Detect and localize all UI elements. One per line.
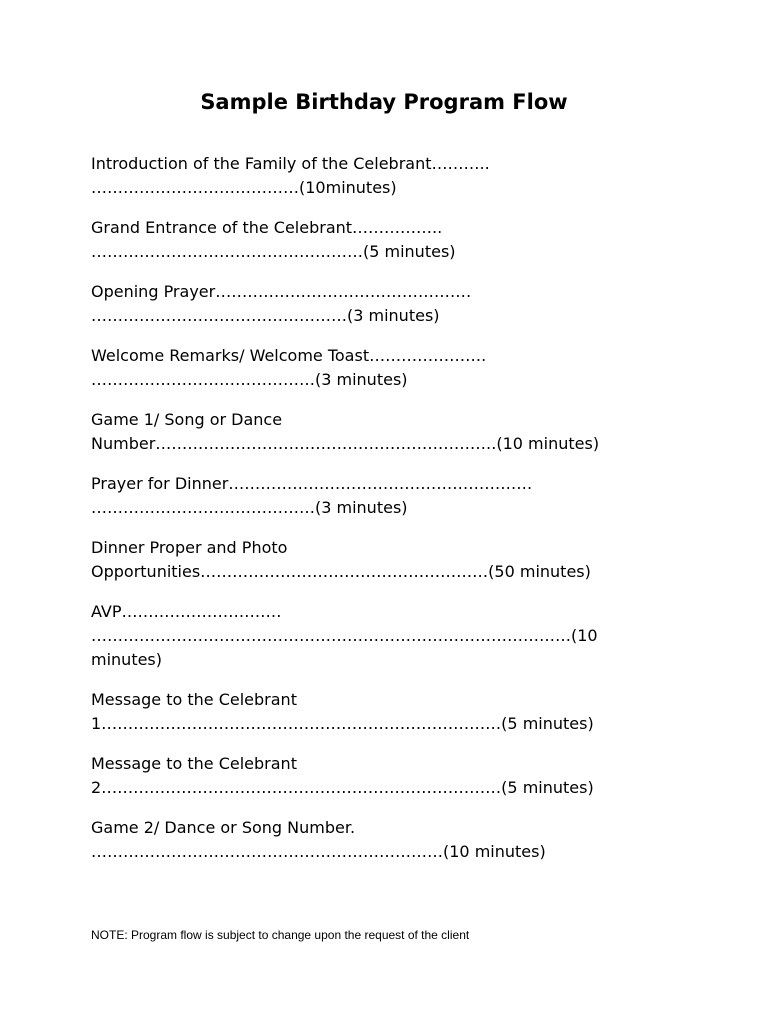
item-label: Opening Prayer………………………………………… (91, 282, 472, 301)
document-title: Sample Birthday Program Flow (200, 90, 568, 114)
item-label: Welcome Remarks/ Welcome Toast…………………. (91, 346, 487, 365)
program-item-dinner-and-photo (91, 536, 691, 584)
item-duration: …………………………………………(3 minutes) (91, 306, 440, 325)
program-item-avp (91, 600, 691, 672)
footer-note: NOTE: Program flow is subject to change upon the request of the client (91, 928, 470, 942)
item-duration: ……………………………………(3 minutes) (91, 498, 408, 517)
item-label: Grand Entrance of the Celebrant…………….. (91, 218, 443, 237)
program-item-family-introduction (91, 152, 691, 200)
program-item-message-2 (91, 752, 691, 800)
item-duration: 1…………………………………………………………………(5 minutes) (91, 714, 594, 733)
item-label: AVP………………………… (91, 602, 282, 621)
item-duration: …………………………………………………………(10 minutes) (91, 842, 546, 861)
item-label: Game 1/ Song or Dance (91, 410, 283, 429)
item-duration: 2…………………………………………………………………(5 minutes) (91, 778, 594, 797)
item-label: Dinner Proper and Photo (91, 538, 288, 557)
item-duration: Opportunities………………………………………………(50 minutes) (91, 562, 591, 581)
item-label: Message to the Celebrant (91, 754, 297, 773)
item-duration: ……………………………………(3 minutes) (91, 370, 408, 389)
program-item-opening-prayer (91, 280, 691, 328)
program-item-game-2 (91, 816, 691, 864)
program-item-game-1 (91, 408, 691, 456)
program-item-prayer-for-dinner (91, 472, 691, 520)
item-label: Game 2/ Dance or Song Number. (91, 818, 356, 837)
item-label: Message to the Celebrant (91, 690, 297, 709)
program-item-message-1 (91, 688, 691, 736)
program-item-grand-entrance (91, 216, 691, 264)
item-duration-continued: minutes) (91, 650, 163, 669)
item-label: Prayer for Dinner………………………………………………… (91, 474, 533, 493)
item-duration: ………………………………………………………………………………(10 (91, 626, 598, 645)
item-duration: …………………………………(10minutes) (91, 178, 397, 197)
item-duration: ……………………………………………(5 minutes) (91, 242, 456, 261)
item-label: Introduction of the Family of the Celebrant……….. (91, 154, 490, 173)
program-item-welcome-remarks (91, 344, 691, 392)
item-duration: Number……………………………………………………….(10 minutes) (91, 434, 600, 453)
